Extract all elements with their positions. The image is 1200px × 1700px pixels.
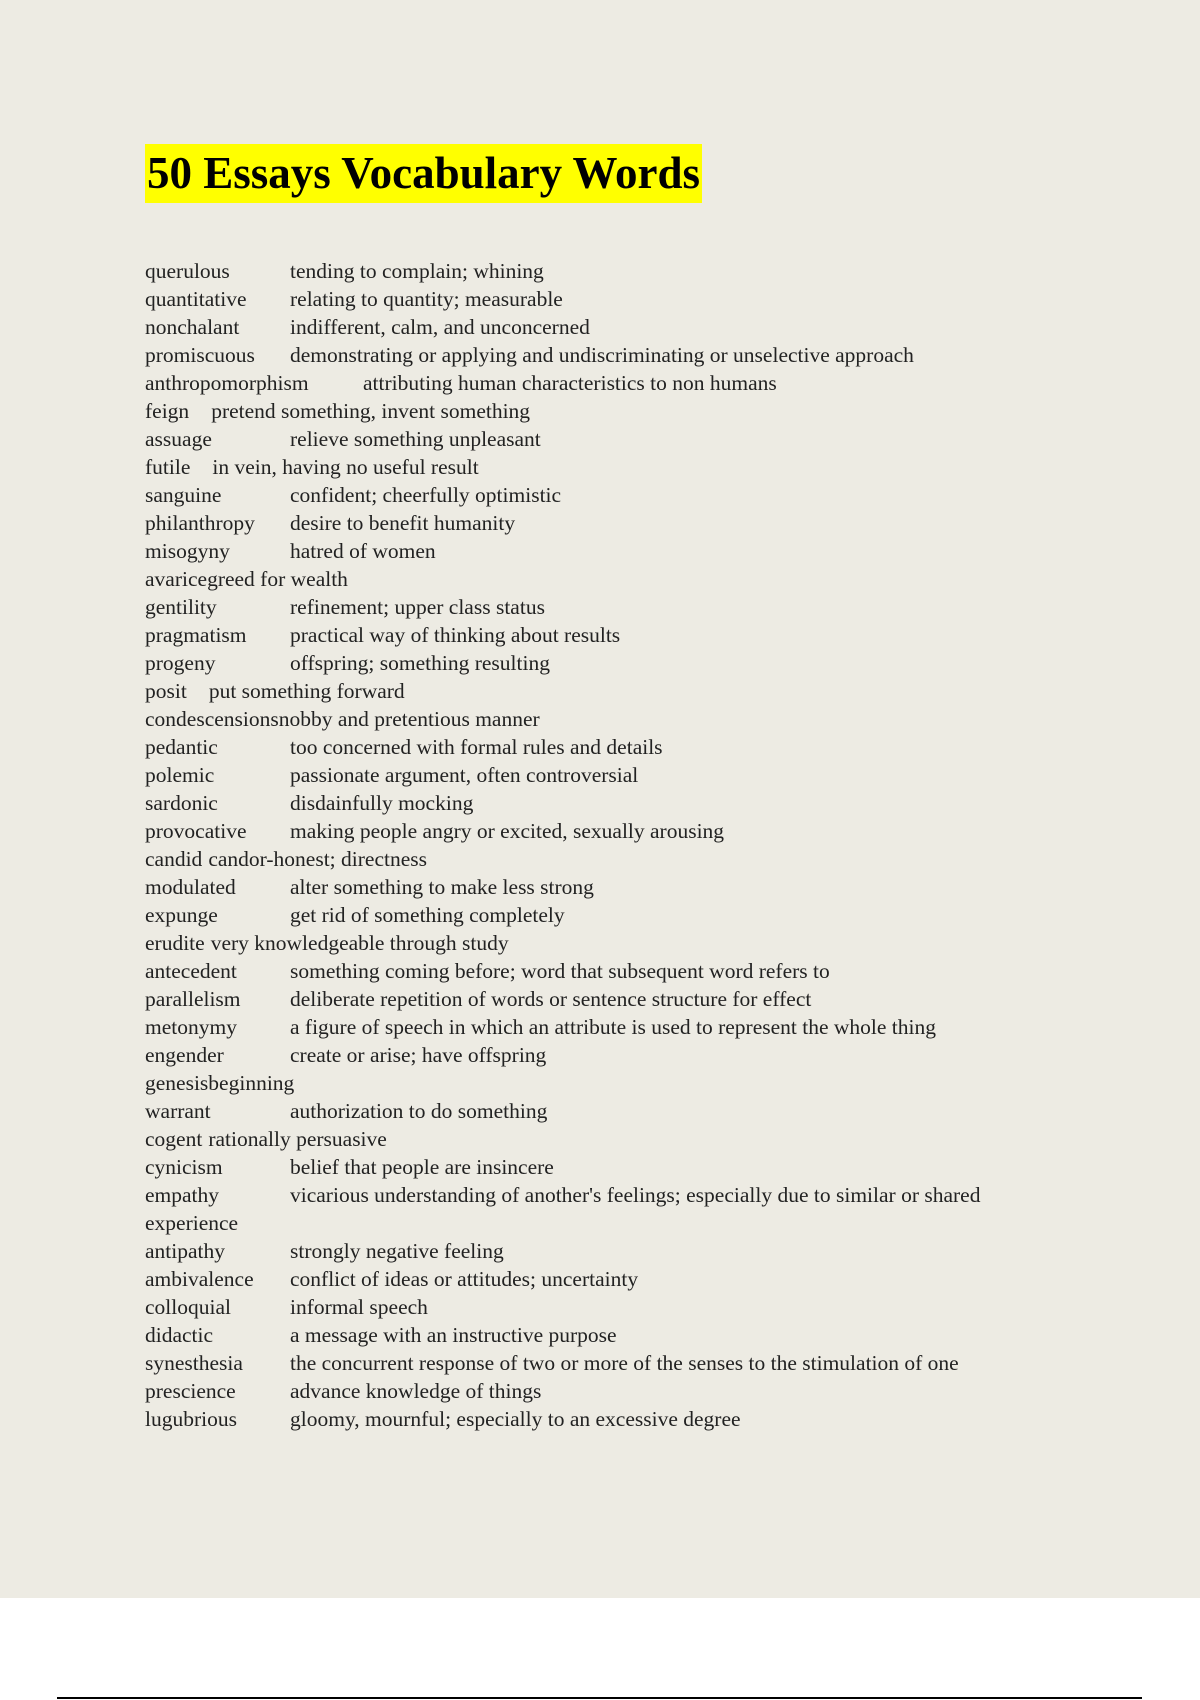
- vocab-term: modulated: [145, 875, 236, 899]
- list-item: [145, 481, 1095, 509]
- vocab-definition: refinement; upper class status: [290, 595, 545, 619]
- vocab-definition: making people angry or excited, sexually arousing: [290, 819, 725, 843]
- list-item: [145, 453, 1095, 481]
- vocab-definition: strongly negative feeling: [290, 1239, 504, 1263]
- vocab-definition: pretend something, invent something: [211, 399, 531, 423]
- vocab-term: feign: [145, 399, 190, 423]
- list-item: [145, 369, 1095, 397]
- vocab-term: candid: [145, 847, 203, 871]
- vocab-definition: greed for wealth: [207, 567, 348, 591]
- list-item: [145, 537, 1095, 565]
- vocab-definition: passionate argument, often controversial: [290, 763, 639, 787]
- list-item: [145, 649, 1095, 677]
- vocab-definition: beginning: [208, 1071, 295, 1095]
- vocab-term: futile: [145, 455, 191, 479]
- vocab-term: engender: [145, 1043, 224, 1067]
- list-item: [145, 901, 1095, 929]
- vocab-term: philanthropy: [145, 511, 255, 535]
- list-item: [145, 397, 1095, 425]
- vocab-term: querulous: [145, 259, 230, 283]
- list-item: [145, 1405, 1095, 1433]
- vocab-term: expunge: [145, 903, 218, 927]
- vocab-definition: deliberate repetition of words or sentence structure for effect: [290, 987, 812, 1011]
- list-item: [145, 1125, 1095, 1153]
- vocab-definition: vicarious understanding of another's feelings; especially due to similar or shared: [290, 1183, 981, 1207]
- vocab-term: cogent: [145, 1127, 203, 1151]
- vocab-definition: too concerned with formal rules and details: [290, 735, 663, 759]
- vocab-definition: a figure of speech in which an attribute is used to represent the whole thing: [290, 1015, 936, 1039]
- list-item: [145, 285, 1095, 313]
- vocab-definition: candor-honest; directness: [208, 847, 427, 871]
- vocab-definition: gloomy, mournful; especially to an excessive degree: [290, 1407, 741, 1431]
- list-item: [145, 1209, 1095, 1237]
- vocab-term: nonchalant: [145, 315, 240, 339]
- vocab-term: misogyny: [145, 539, 230, 563]
- list-item: [145, 873, 1095, 901]
- vocab-definition: indifferent, calm, and unconcerned: [290, 315, 590, 339]
- list-item: [145, 929, 1095, 957]
- vocab-term: warrant: [145, 1099, 211, 1123]
- list-item: [145, 1013, 1095, 1041]
- list-item: [145, 705, 1095, 733]
- vocab-term: lugubrious: [145, 1407, 237, 1431]
- list-item: [145, 957, 1095, 985]
- list-item: [145, 733, 1095, 761]
- vocab-definition: desire to benefit humanity: [290, 511, 516, 535]
- vocab-term: synesthesia: [145, 1351, 243, 1375]
- vocab-definition: create or arise; have offspring: [290, 1043, 547, 1067]
- vocab-term: empathy: [145, 1183, 220, 1207]
- vocab-term: genesis: [145, 1071, 209, 1095]
- list-item: [145, 1097, 1095, 1125]
- vocab-term: avarice: [145, 567, 208, 591]
- vocab-definition: advance knowledge of things: [290, 1379, 542, 1403]
- vocab-term: cynicism: [145, 1155, 223, 1179]
- vocab-definition: something coming before; word that subsequent word refers to: [290, 959, 830, 983]
- list-item: [145, 621, 1095, 649]
- vocab-definition: rationally persuasive: [208, 1127, 387, 1151]
- list-item: [145, 1041, 1095, 1069]
- vocab-definition: relieve something unpleasant: [290, 427, 541, 451]
- vocab-definition: the concurrent response of two or more of the senses to the stimulation of one: [290, 1351, 959, 1375]
- list-item: [145, 1293, 1095, 1321]
- vocab-term: colloquial: [145, 1295, 231, 1319]
- list-item: [145, 1321, 1095, 1349]
- list-item: [145, 1265, 1095, 1293]
- vocab-term: posit: [145, 679, 187, 703]
- vocab-definition: relating to quantity; measurable: [290, 287, 563, 311]
- vocab-definition: get rid of something completely: [290, 903, 565, 927]
- list-item: [145, 257, 1095, 285]
- vocab-definition: belief that people are insincere: [290, 1155, 554, 1179]
- page-title: 50 Essays Vocabulary Words: [145, 144, 702, 203]
- vocab-term: didactic: [145, 1323, 214, 1347]
- vocab-definition: authorization to do something: [290, 1099, 548, 1123]
- vocab-term: provocative: [145, 819, 247, 843]
- vocab-term: antipathy: [145, 1239, 226, 1263]
- list-item: [145, 425, 1095, 453]
- list-item: [145, 313, 1095, 341]
- list-item: [145, 789, 1095, 817]
- vocab-term: pedantic: [145, 735, 218, 759]
- list-item: [145, 565, 1095, 593]
- list-item: [145, 1181, 1095, 1209]
- vocab-definition: confident; cheerfully optimistic: [290, 483, 562, 507]
- vocab-term: antecedent: [145, 959, 237, 983]
- vocab-term: sardonic: [145, 791, 218, 815]
- vocab-definition: informal speech: [290, 1295, 428, 1319]
- footer-divider: [57, 1697, 1142, 1699]
- vocab-term: metonymy: [145, 1015, 237, 1039]
- vocab-definition: tending to complain; whining: [290, 259, 544, 283]
- vocab-term: polemic: [145, 763, 215, 787]
- vocab-term: promiscuous: [145, 343, 255, 367]
- vocab-term: experience: [145, 1211, 239, 1235]
- vocab-definition: disdainfully mocking: [290, 791, 474, 815]
- list-item: [145, 509, 1095, 537]
- vocab-term: progeny: [145, 651, 216, 675]
- list-item: [145, 845, 1095, 873]
- list-item: [145, 761, 1095, 789]
- list-item: [145, 817, 1095, 845]
- vocab-term: pragmatism: [145, 623, 247, 647]
- vocab-term: erudite: [145, 931, 205, 955]
- vocab-definition: offspring; something resulting: [290, 651, 550, 675]
- list-item: [145, 1069, 1095, 1097]
- vocab-definition: practical way of thinking about results: [290, 623, 621, 647]
- list-item: [145, 677, 1095, 705]
- vocab-term: quantitative: [145, 287, 247, 311]
- vocab-definition: alter something to make less strong: [290, 875, 594, 899]
- vocab-definition: hatred of women: [290, 539, 436, 563]
- vocab-term: ambivalence: [145, 1267, 254, 1291]
- vocab-definition: attributing human characteristics to non humans: [363, 371, 777, 395]
- vocab-term: assuage: [145, 427, 212, 451]
- vocab-definition: very knowledgeable through study: [210, 931, 509, 955]
- vocab-definition: demonstrating or applying and undiscriminating or unselective approach: [290, 343, 914, 367]
- vocab-term: prescience: [145, 1379, 236, 1403]
- vocab-term: sanguine: [145, 483, 222, 507]
- vocab-term: condescension: [145, 707, 271, 731]
- vocab-definition: put something forward: [208, 679, 405, 703]
- list-item: [145, 1377, 1095, 1405]
- vocab-definition: in vein, having no useful result: [212, 455, 479, 479]
- list-item: [145, 985, 1095, 1013]
- list-item: [145, 1237, 1095, 1265]
- vocab-term: parallelism: [145, 987, 241, 1011]
- vocab-term: anthropomorphism: [145, 371, 309, 395]
- list-item: [145, 1153, 1095, 1181]
- vocab-definition: conflict of ideas or attitudes; uncertainty: [290, 1267, 639, 1291]
- vocabulary-list: [145, 257, 1095, 1433]
- list-item: [145, 593, 1095, 621]
- list-item: [145, 341, 1095, 369]
- vocab-definition: a message with an instructive purpose: [290, 1323, 617, 1347]
- vocab-term: gentility: [145, 595, 217, 619]
- list-item: [145, 1349, 1095, 1377]
- vocab-definition: snobby and pretentious manner: [270, 707, 540, 731]
